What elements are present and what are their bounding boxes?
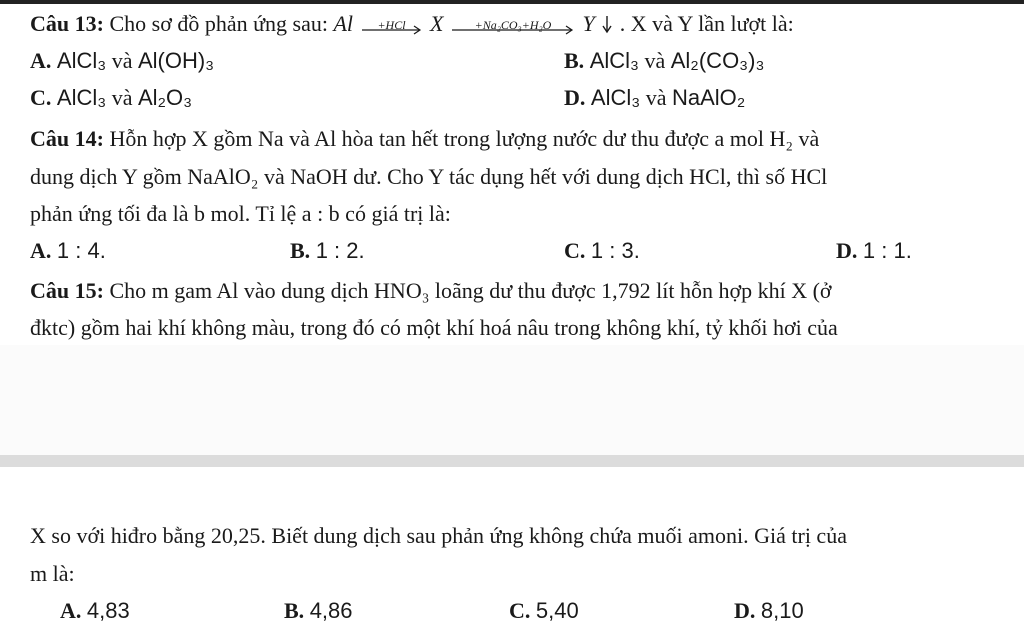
q14-option-c[interactable] [564, 237, 640, 265]
option-formula-2: NaAlO₂ [671, 85, 746, 110]
q14-option-b[interactable] [290, 237, 365, 265]
q15-option-a[interactable] [60, 597, 130, 625]
q13-option-c[interactable] [30, 84, 192, 112]
option-key: A. [60, 598, 82, 623]
scheme-reagent-2: +Na₂CO₃+H₂O [474, 17, 552, 32]
q13-scheme [333, 11, 793, 36]
q15-option-d[interactable] [734, 597, 804, 625]
top-border [0, 0, 1024, 4]
option-value: 1 : 4. [56, 238, 106, 263]
q14-option-a[interactable] [30, 237, 106, 265]
option-formula-2: Al(OH)₃ [137, 48, 215, 73]
option-key: B. [284, 598, 305, 623]
option-formula-1: AlCl₃ [589, 48, 639, 73]
scheme-y: Y [582, 11, 595, 36]
q14-line-3: phản ứng tối đa là b mol. Tỉ lệ a : b có giá trị là: [30, 201, 451, 226]
option-key: A. [30, 48, 52, 73]
page-divider [0, 455, 1024, 467]
scheme-arrow-2 [451, 15, 575, 37]
option-formula-2: Al₂(CO₃)₃ [670, 48, 765, 73]
q15-line-2: đktc) gồm hai khí không màu, trong đó có một khí hoá nâu trong không khí, tỷ khối hơi của [30, 315, 838, 340]
option-key: B. [290, 238, 311, 263]
scheme-tail: . X và Y lần lượt là: [619, 11, 794, 36]
q13-option-d[interactable] [564, 84, 745, 112]
option-value: 4,83 [86, 598, 130, 623]
option-value: 1 : 1. [862, 238, 912, 263]
option-key: D. [564, 85, 586, 110]
q14-line-2: dung dịch Y gồm NaAlO₂ và NaOH dư. Cho Y tác dụng hết với dung dịch HCl, thì số HCl [30, 164, 828, 189]
option-key: C. [30, 85, 52, 110]
q14-line-1 [30, 125, 819, 153]
option-formula-1: AlCl₃ [56, 85, 107, 110]
option-key: D. [836, 238, 858, 263]
option-formula-1: AlCl₃ [590, 85, 641, 110]
scheme-arrow-1 [361, 15, 423, 37]
option-value: 8,10 [760, 598, 804, 623]
q15-line-3: X so với hiđro bằng 20,25. Biết dung dịch sau phản ứng không chứa muối amoni. Giá trị của [30, 523, 847, 548]
option-formula-1: AlCl₃ [56, 48, 107, 73]
option-value: 4,86 [309, 598, 353, 623]
scheme-reagent-1: +HCl [377, 17, 406, 32]
q15-option-c[interactable] [509, 597, 579, 625]
option-conj: và [644, 48, 666, 73]
q15-label: Câu 15: [30, 278, 104, 303]
option-key: C. [564, 238, 586, 263]
option-key: B. [564, 48, 585, 73]
page-gap [0, 345, 1024, 455]
q15-option-b[interactable] [284, 597, 353, 625]
option-conj: và [645, 85, 667, 110]
q13-label: Câu 13: [30, 11, 104, 36]
q14-text-1: Hỗn hợp X gồm Na và Al hòa tan hết trong lượng nước dư thu được a mol H₂ và [109, 126, 820, 151]
scheme-al: Al [333, 11, 354, 36]
option-key: A. [30, 238, 52, 263]
q15-text-1: Cho m gam Al vào dung dịch HNO₃ loãng dư thu được 1,792 lít hỗn hợp khí X (ở [109, 278, 832, 303]
q13-text: Cho sơ đồ phản ứng sau: [109, 11, 328, 36]
q13-stem [30, 10, 794, 38]
option-conj: và [111, 48, 133, 73]
option-key: C. [509, 598, 531, 623]
q14-label: Câu 14: [30, 126, 104, 151]
scheme-x: X [430, 11, 444, 36]
option-conj: và [111, 85, 133, 110]
option-value: 1 : 2. [315, 238, 365, 263]
q13-option-a[interactable] [30, 47, 214, 75]
q15-line-4: m là: [30, 561, 75, 586]
q14-option-d[interactable] [836, 237, 912, 265]
option-key: D. [734, 598, 756, 623]
q15-line-1 [30, 277, 832, 305]
arrow-down-icon [600, 14, 614, 34]
option-value: 5,40 [535, 598, 579, 623]
option-value: 1 : 3. [590, 238, 640, 263]
q13-option-b[interactable] [564, 47, 764, 75]
option-formula-2: Al₂O₃ [137, 85, 193, 110]
